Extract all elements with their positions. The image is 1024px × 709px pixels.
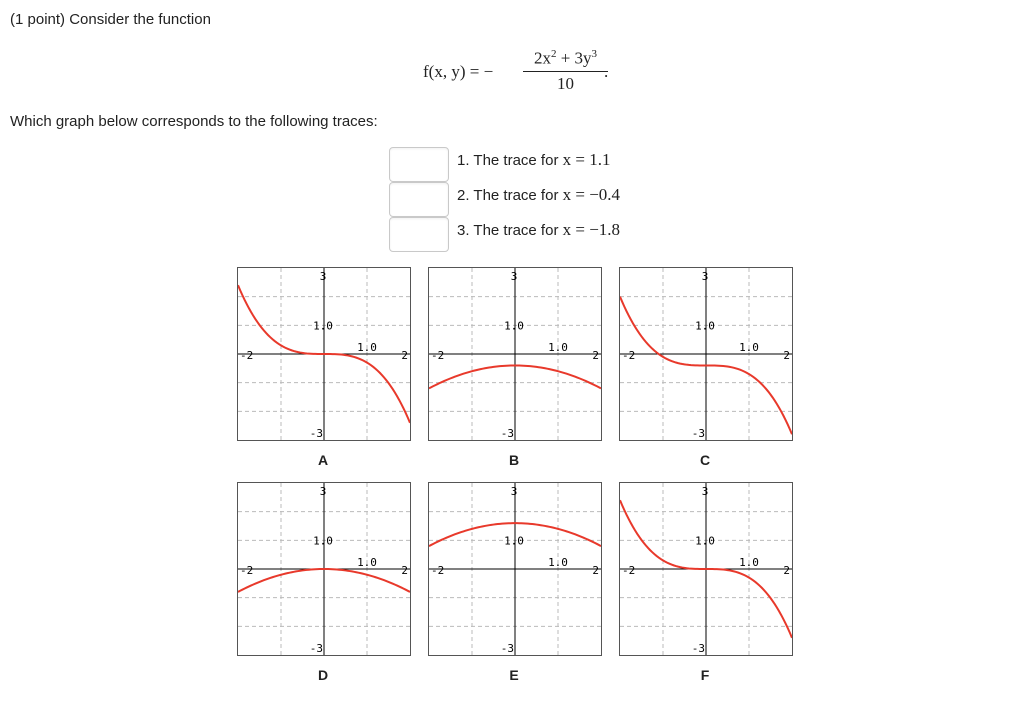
x-max-label: 2 — [401, 564, 408, 577]
trace-1-text: 1. The trace for x = 1.1 — [457, 150, 611, 169]
graph-a — [237, 267, 411, 441]
x-mid-label: 1.0 — [548, 556, 568, 569]
trace-2-answer-input[interactable] — [389, 182, 449, 217]
y-mid-label: 1.0 — [695, 319, 715, 333]
x-min-label: -2 — [240, 349, 254, 362]
graph-a-label: A — [317, 452, 329, 468]
x-min-label: -2 — [240, 564, 254, 577]
y-min-label: -3 — [691, 642, 705, 655]
graph-plot — [238, 268, 410, 440]
graph-plot — [429, 268, 601, 440]
trace-1-answer-input[interactable] — [389, 147, 449, 182]
x-min-label: -2 — [622, 349, 636, 362]
y-mid-label: 1.0 — [313, 319, 333, 333]
x-mid-label: 1.0 — [739, 341, 759, 354]
x-max-label: 2 — [592, 349, 599, 362]
question-text: Which graph below corresponds to the following traces: — [10, 113, 378, 130]
y-mid-label: 1.0 — [313, 534, 333, 548]
y-max-label: 3 — [319, 270, 327, 283]
y-max-label: 3 — [701, 270, 709, 283]
trace-2-text: 2. The trace for x = −0.4 — [457, 185, 621, 204]
graph-b — [428, 267, 602, 441]
formula-lhs: f(x, y) = − — [423, 62, 494, 81]
graph-f-label: F — [700, 667, 710, 683]
graph-d — [237, 482, 411, 656]
graph-plot — [238, 483, 410, 655]
x-max-label: 2 — [401, 349, 408, 362]
y-mid-label: 1.0 — [504, 319, 524, 333]
y-min-label: -3 — [691, 427, 705, 440]
graph-c-label: C — [699, 452, 711, 468]
y-min-label: -3 — [500, 427, 514, 440]
graph-e-label: E — [509, 667, 519, 683]
y-mid-label: 1.0 — [695, 534, 715, 548]
graph-plot — [429, 483, 601, 655]
y-min-label: -3 — [500, 642, 514, 655]
x-min-label: -2 — [431, 564, 445, 577]
y-max-label: 3 — [319, 485, 327, 498]
x-min-label: -2 — [431, 349, 445, 362]
graph-d-label: D — [317, 667, 329, 683]
y-max-label: 3 — [510, 485, 518, 498]
graph-b-label: B — [508, 452, 520, 468]
formula-fraction — [523, 48, 608, 94]
y-min-label: -3 — [309, 427, 323, 440]
graph-f — [619, 482, 793, 656]
x-max-label: 2 — [783, 349, 790, 362]
y-max-label: 3 — [701, 485, 709, 498]
trace-3-text: 3. The trace for x = −1.8 — [457, 220, 621, 239]
x-max-label: 2 — [783, 564, 790, 577]
graph-c — [619, 267, 793, 441]
formula-denominator: 10 — [557, 73, 574, 93]
graph-e — [428, 482, 602, 656]
y-min-label: -3 — [309, 642, 323, 655]
graph-plot — [620, 483, 792, 655]
trace-3-answer-input[interactable] — [389, 217, 449, 252]
x-mid-label: 1.0 — [357, 341, 377, 354]
graph-plot — [620, 268, 792, 440]
formula-period: . — [604, 62, 609, 81]
problem-intro: (1 point) Consider the function — [10, 11, 211, 28]
y-max-label: 3 — [510, 270, 518, 283]
x-min-label: -2 — [622, 564, 636, 577]
x-mid-label: 1.0 — [357, 556, 377, 569]
x-mid-label: 1.0 — [739, 556, 759, 569]
x-mid-label: 1.0 — [548, 341, 568, 354]
y-mid-label: 1.0 — [504, 534, 524, 548]
x-max-label: 2 — [592, 564, 599, 577]
formula-numerator: $2x^2 + 3y^3$ — [533, 48, 598, 68]
